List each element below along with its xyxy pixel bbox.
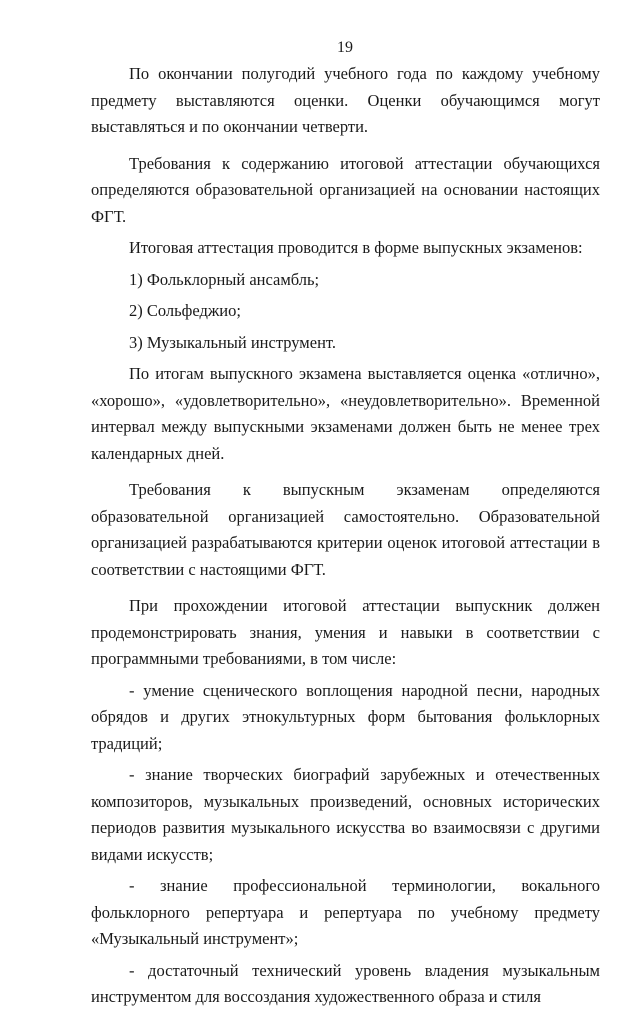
list-item-folk-ensemble: 1) Фольклорный ансамбль; bbox=[129, 269, 320, 289]
list-item-solfeggio: 2) Сольфеджио; bbox=[129, 301, 241, 320]
paragraph-graduate-skills: При прохождении итоговой аттестации выпускник должен продемонстрировать знания, умения и навыки в соответствии с программными требованиями, в том числе: bbox=[91, 596, 600, 668]
paragraph-final-exams: Итоговая аттестация проводится в форме выпускных экзаменов: bbox=[129, 238, 583, 257]
list-item-instrument: 3) Музыкальный инструмент. bbox=[129, 332, 336, 352]
list-item-stage-performance: - умение сценического воплощения народной песни, народных обрядов и других этнокультурных форм бытования фольклорных традиций; bbox=[91, 680, 600, 753]
paragraph-exam-requirements: Требования к выпускным экзаменам определяются образовательной организацией самостоятельно. Образовательной организацией разрабатываются критерии оценок итоговой аттестации в соответствии с настоящими ФГТ. bbox=[91, 480, 600, 579]
list-item-biographies: - знание творческих биографий зарубежных и отечественных композиторов, музыкальных произведений, основных исторических периодов развития музыкального искусства во взаимосвязи с другими видами искусств; bbox=[91, 765, 600, 864]
paragraph-grades: По окончании полугодий учебного года по каждому учебному предмету выставляются оценки. Оценки обучающимся могут выставляться и по окончании четверти. bbox=[91, 64, 600, 136]
page-number: 19 bbox=[337, 39, 353, 56]
paragraph-grading-scale: По итогам выпускного экзамена выставляется оценка «отлично», «хорошо», «удовлетворительно», «неудовлетворительно». Временной интервал между выпускными экзаменами должен быть не менее трех календарных дней. bbox=[91, 364, 600, 463]
document-body bbox=[91, 61, 600, 1011]
paragraph-requirements: Требования к содержанию итоговой аттестации обучающихся определяются образовательной организацией на основании настоящих ФГТ. bbox=[91, 153, 600, 226]
list-item-technical-level: - достаточный технический уровень владения музыкальным инструментом для воссоздания художественного образа и стиля bbox=[91, 960, 600, 1006]
list-item-terminology: - знание профессиональной терминологии, вокального фольклорного репертуара и репертуара по учебному предмету «Музыкальный инструмент»; bbox=[91, 876, 600, 948]
